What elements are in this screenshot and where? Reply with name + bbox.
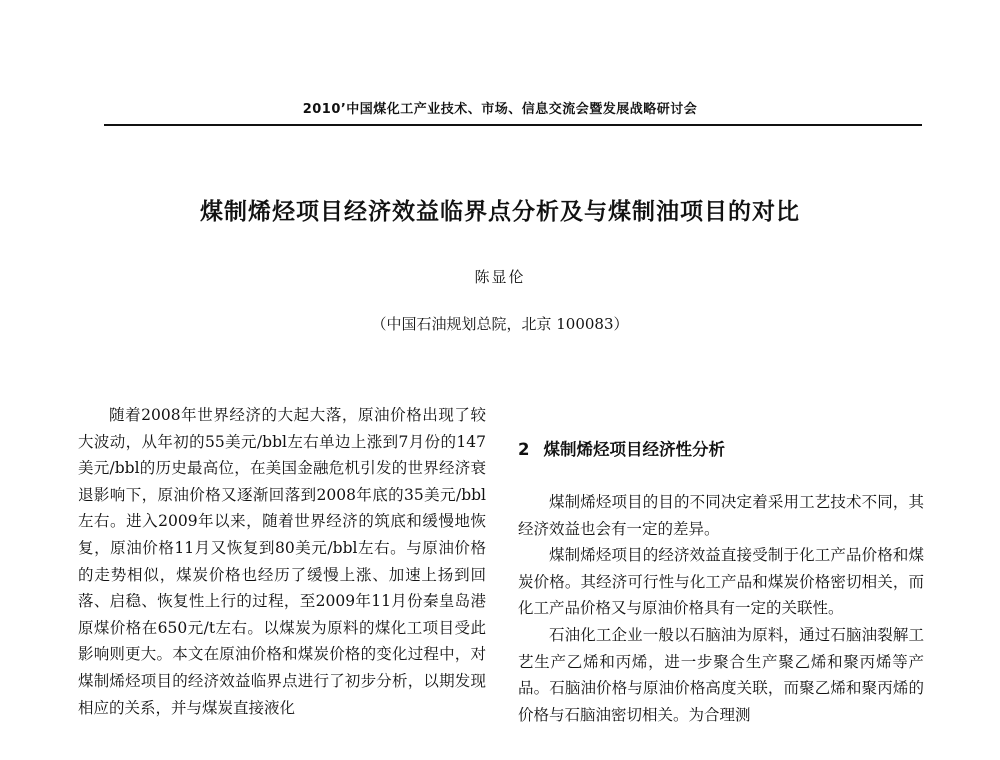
author-name: 陈显伦 — [474, 268, 526, 286]
body-paragraph: 煤制烯烃项目的目的不同决定着采用工艺技术不同，其经济效益也会有一定的差异。 — [518, 493, 924, 538]
right-column — [518, 489, 924, 728]
author-affiliation: （中国石油规划总院，北京 100083） — [371, 315, 629, 333]
section-title: 煤制烯烃项目经济性分析 — [543, 440, 725, 459]
body-paragraph: 石油化工企业一般以石脑油为原料，通过石脑油裂解工艺生产乙烯和丙烯，进一步聚合生产聚乙烯和聚丙烯等产品。石脑油价格与原油价格高度关联，而聚乙烯和聚丙烯的价格与石脑油密切相关。为合理测 — [518, 625, 924, 724]
running-header: 2010’中国煤化工产业技术、市场、信息交流会暨发展战略研讨会 — [302, 102, 698, 117]
section-number: 2 — [518, 440, 530, 459]
left-column — [78, 402, 486, 721]
body-paragraph: 随着2008年世界经济的大起大落，原油价格出现了较大波动，从年初的55美元/bbl左右单边上涨到7月份的147美元/bbl的历史最高位，在美国金融危机引发的世界经济衰退影响下，原油价格又逐渐回落到2008年底的35美元/bbl左右。进入2009年以来，随着世界经济的筑底和缓慢地恢复，原油价格11月又恢复到80美元/bbl左右。与原油价格的走势相似，煤炭价格也经历了缓慢上涨、加速上扬到回落、启稳、恢复性上行的过程，至2009年11月份秦皇岛港原煤价格在650元/t左右。以煤炭为原料的煤化工项目受此影响则更大。本文在原油价格和煤炭价格的变化过程中，对煤制烯烃项目的经济效益临界点进行了初步分析，以期发现相应的关系，并与煤炭直接液化 — [78, 406, 486, 717]
body-paragraph: 煤制烯烃项目的经济效益直接受制于化工产品价格和煤炭价格。其经济可行性与化工产品和煤炭价格密切相关，而化工产品价格又与原油价格具有一定的关联性。 — [518, 546, 924, 618]
paper-title: 煤制烯烃项目经济效益临界点分析及与煤制油项目的对比 — [200, 199, 800, 225]
section-heading — [518, 436, 725, 460]
header-rule — [104, 124, 922, 126]
